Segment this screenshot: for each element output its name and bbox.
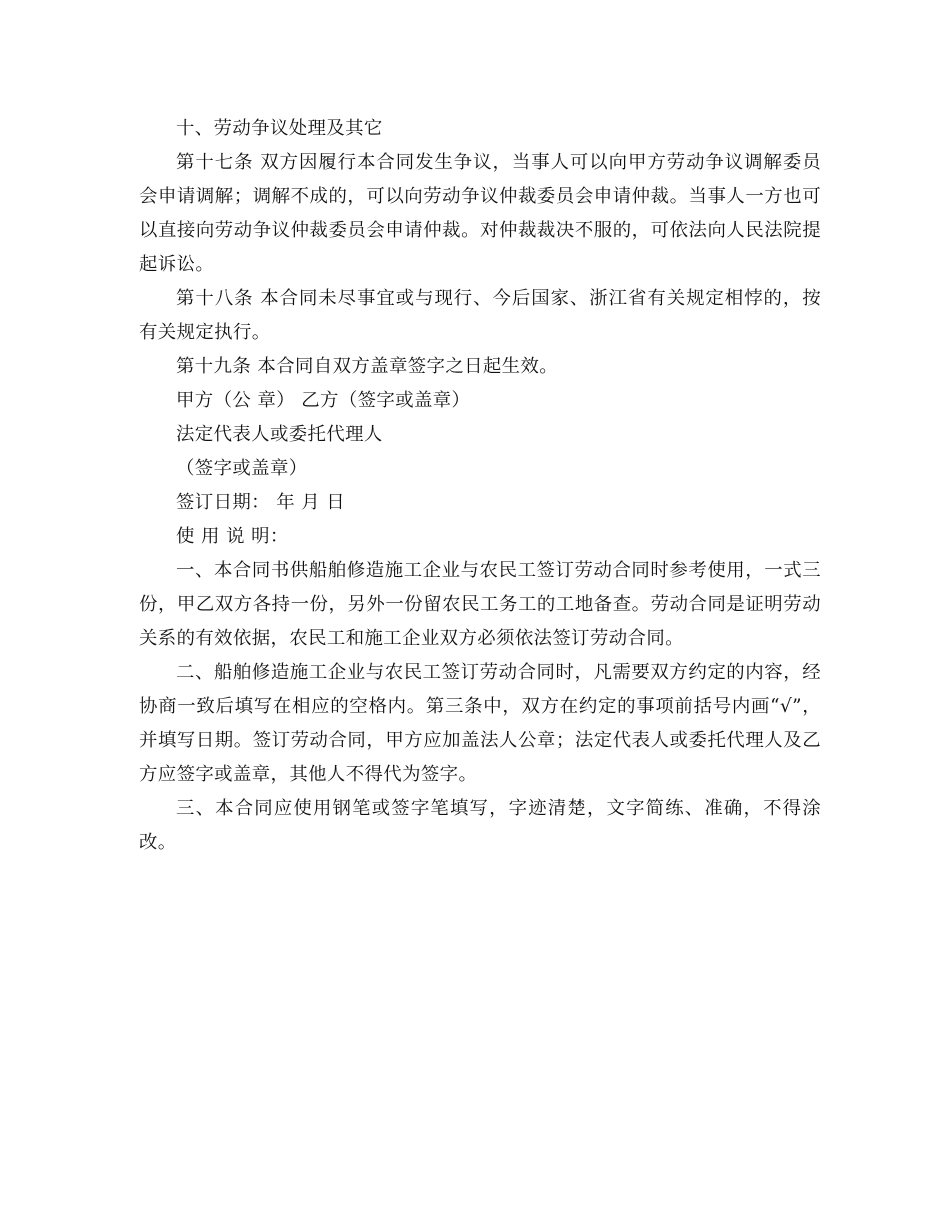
instruction-2: 二、船舶修造施工企业与农民工签订劳动合同时，凡需要双方约定的内容，经协商一致后填写在相应的空格内。第三条中，双方在约定的事项前括号内画“√”，并填写日期。签订劳动合同，甲方应加盖法人公章；法定代表人或委托代理人及乙方应签字或盖章，其他人不得代为签字。 — [139, 662, 821, 785]
signature-note: （签字或盖章） — [176, 458, 308, 479]
document-page — [139, 112, 821, 860]
article-19: 第十九条 本合同自双方盖章签字之日起生效。 — [176, 356, 559, 377]
signing-date: 签订日期： 年 月 日 — [176, 492, 346, 513]
party-signatures: 甲方（公 章） 乙方（签字或盖章） — [176, 390, 471, 411]
instruction-1: 一、本合同书供船舶修造施工企业与农民工签订劳动合同时参考使用，一式三份，甲乙双方各持一份，另外一份留农民工务工的工地备查。劳动合同是证明劳动关系的有效依据，农民工和施工企业双方必须依法签订劳动合同。 — [139, 560, 821, 649]
instruction-3: 三、本合同应使用钢笔或签字笔填写，字迹清楚，文字简练、准确，不得涂改。 — [139, 798, 821, 853]
legal-representative: 法定代表人或委托代理人 — [176, 424, 383, 445]
article-18: 第十八条 本合同未尽事宜或与现行、今后国家、浙江省有关规定相悖的，按有关规定执行。 — [139, 288, 821, 343]
usage-instructions-heading: 使 用 说 明： — [176, 526, 289, 547]
article-17: 第十七条 双方因履行本合同发生争议，当事人可以向甲方劳动争议调解委员会申请调解；调解不成的，可以向劳动争议仲裁委员会申请仲裁。当事人一方也可以直接向劳动争议仲裁委员会申请仲裁。对仲裁裁决不服的，可依法向人民法院提起诉讼。 — [139, 152, 821, 275]
section-heading: 十、劳动争议处理及其它 — [176, 118, 383, 139]
